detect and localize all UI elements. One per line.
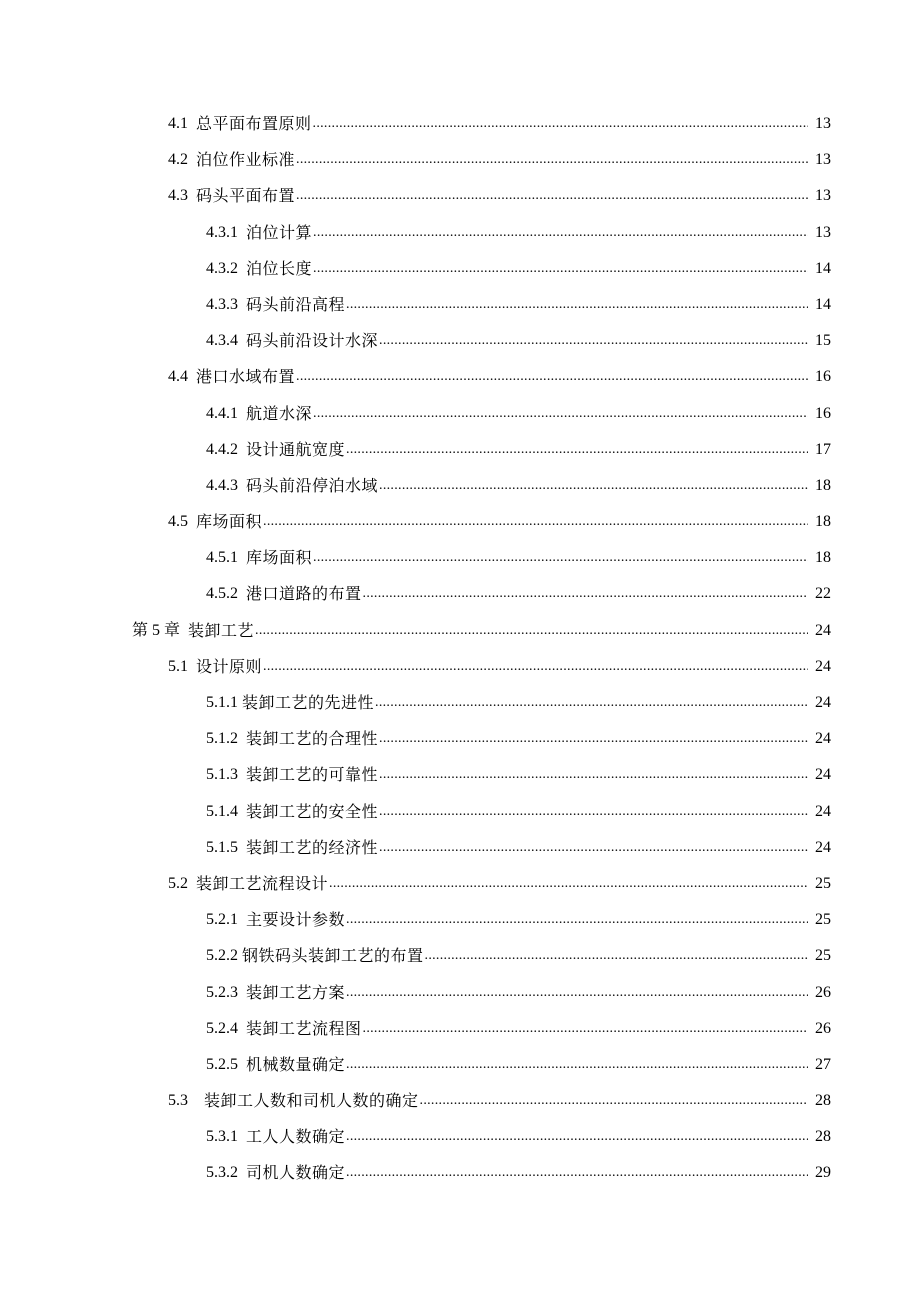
toc-entry-title: 装卸工艺方案 bbox=[246, 982, 346, 1002]
toc-entry-number: 5.2.4 bbox=[206, 1019, 246, 1037]
toc-dot-leader bbox=[363, 1019, 808, 1039]
toc-entry[interactable] bbox=[0, 1047, 920, 1083]
toc-entry-number: 5.1.1 bbox=[206, 694, 242, 711]
toc-entry-page-number: 28 bbox=[815, 1128, 831, 1146]
toc-entry-page-number: 28 bbox=[815, 1092, 831, 1110]
toc-entry-page-number: 14 bbox=[815, 259, 831, 277]
toc-entry-title: 码头平面布置 bbox=[196, 186, 296, 206]
toc-entry-title: 装卸工艺的经济性 bbox=[246, 837, 379, 857]
toc-dot-leader bbox=[363, 584, 808, 604]
toc-entry-title: 装卸工人数和司机人数的确定 bbox=[204, 1091, 419, 1111]
toc-dot-leader bbox=[346, 910, 808, 930]
toc-entry[interactable] bbox=[0, 251, 920, 287]
toc-entry[interactable] bbox=[0, 1119, 920, 1155]
toc-entry-number: 4.3 bbox=[168, 187, 196, 205]
toc-dot-leader bbox=[255, 621, 808, 641]
toc-entry-number: 4.5.1 bbox=[206, 549, 246, 567]
toc-entry-title: 工人人数确定 bbox=[246, 1127, 346, 1147]
toc-dot-leader bbox=[379, 729, 808, 749]
toc-entry-page-number: 16 bbox=[815, 404, 831, 422]
toc-dot-leader bbox=[346, 983, 808, 1003]
toc-entry-title: 钢铁码头装卸工艺的布置 bbox=[242, 946, 424, 966]
toc-entry[interactable] bbox=[0, 902, 920, 938]
toc-entry-number: 4.4.3 bbox=[206, 476, 246, 494]
toc-entry-page-number: 22 bbox=[815, 585, 831, 603]
toc-entry[interactable] bbox=[0, 866, 920, 902]
toc-dot-leader bbox=[379, 476, 808, 496]
toc-entry-title: 设计原则 bbox=[196, 656, 263, 676]
toc-entry-page-number: 18 bbox=[815, 513, 831, 531]
toc-entry-number: 4.1 bbox=[168, 115, 196, 132]
toc-entry-page-number: 24 bbox=[815, 694, 831, 711]
toc-entry-page-number: 25 bbox=[815, 874, 831, 892]
toc-entry-title: 总平面布置原则 bbox=[196, 114, 312, 133]
toc-entry-number: 4.5 bbox=[168, 513, 196, 531]
toc-entry[interactable] bbox=[0, 721, 920, 757]
toc-dot-leader bbox=[346, 295, 808, 315]
toc-entry[interactable] bbox=[0, 938, 920, 974]
toc-entry[interactable] bbox=[0, 504, 920, 540]
toc-dot-leader bbox=[379, 331, 808, 351]
toc-entry-title: 泊位长度 bbox=[246, 258, 313, 278]
toc-entry-title: 库场面积 bbox=[246, 548, 313, 568]
toc-entry[interactable] bbox=[0, 1155, 920, 1191]
toc-entry-title: 泊位作业标准 bbox=[196, 150, 296, 170]
toc-entry-page-number: 13 bbox=[815, 115, 831, 132]
toc-entry-title: 司机人数确定 bbox=[246, 1163, 346, 1183]
toc-entry[interactable] bbox=[0, 215, 920, 251]
toc-entry-title: 港口道路的布置 bbox=[246, 584, 362, 604]
toc-dot-leader bbox=[296, 150, 808, 170]
toc-entry-title: 码头前沿设计水深 bbox=[246, 331, 379, 351]
table-of-contents bbox=[0, 106, 920, 1192]
toc-entry-page-number: 18 bbox=[815, 476, 831, 494]
toc-entry-number: 第 5 章 bbox=[132, 621, 189, 639]
toc-entry[interactable] bbox=[0, 468, 920, 504]
toc-entry-title: 库场面积 bbox=[196, 512, 263, 532]
toc-entry[interactable] bbox=[0, 178, 920, 214]
toc-entry[interactable] bbox=[0, 975, 920, 1011]
toc-entry[interactable] bbox=[0, 794, 920, 830]
toc-dot-leader bbox=[296, 367, 808, 387]
toc-entry-number: 5.2.2 bbox=[206, 947, 242, 965]
toc-entry-page-number: 13 bbox=[815, 223, 831, 241]
toc-entry-title: 设计通航宽度 bbox=[246, 439, 346, 459]
toc-entry[interactable] bbox=[0, 323, 920, 359]
toc-entry-title: 港口水域布置 bbox=[196, 367, 296, 387]
toc-entry-page-number: 24 bbox=[815, 838, 831, 856]
toc-entry-number: 5.2 bbox=[168, 874, 196, 892]
toc-entry-title: 装卸工艺流程图 bbox=[246, 1018, 362, 1038]
toc-dot-leader bbox=[379, 765, 808, 785]
toc-entry-title: 装卸工艺 bbox=[188, 620, 255, 640]
toc-dot-leader bbox=[425, 946, 808, 966]
toc-entry[interactable] bbox=[0, 287, 920, 323]
toc-entry-page-number: 15 bbox=[815, 332, 831, 350]
toc-entry-number: 4.3.3 bbox=[206, 295, 246, 313]
toc-entry-number: 5.1.2 bbox=[206, 730, 246, 748]
toc-entry-number: 5.1.3 bbox=[206, 766, 246, 784]
toc-entry-number: 4.3.4 bbox=[206, 332, 246, 350]
toc-entry[interactable] bbox=[0, 576, 920, 612]
toc-entry-number: 4.3.1 bbox=[206, 223, 246, 241]
toc-dot-leader bbox=[346, 440, 808, 460]
toc-dot-leader bbox=[313, 548, 808, 568]
toc-entry-number: 5.3 bbox=[168, 1092, 204, 1110]
toc-entry-title: 航道水深 bbox=[246, 403, 313, 423]
toc-entry-number: 5.3.1 bbox=[206, 1128, 246, 1146]
toc-dot-leader bbox=[329, 874, 808, 894]
toc-entry-number: 5.1.5 bbox=[206, 838, 246, 856]
toc-dot-leader bbox=[420, 1091, 808, 1111]
toc-entry-title: 装卸工艺的可靠性 bbox=[246, 765, 379, 785]
toc-entry[interactable] bbox=[0, 830, 920, 866]
toc-entry-page-number: 17 bbox=[815, 440, 831, 458]
toc-entry[interactable] bbox=[0, 540, 920, 576]
toc-entry[interactable] bbox=[0, 106, 920, 142]
toc-entry[interactable] bbox=[0, 649, 920, 685]
toc-entry-number: 5.2.3 bbox=[206, 983, 246, 1001]
toc-entry-number: 5.2.1 bbox=[206, 911, 246, 929]
toc-entry-number: 4.4.1 bbox=[206, 404, 246, 422]
toc-dot-leader bbox=[313, 114, 808, 134]
toc-dot-leader bbox=[313, 223, 808, 243]
toc-entry-page-number: 24 bbox=[815, 621, 831, 639]
toc-entry-page-number: 27 bbox=[815, 1055, 831, 1073]
toc-entry-title: 机械数量确定 bbox=[246, 1054, 346, 1074]
toc-dot-leader bbox=[263, 657, 808, 677]
toc-dot-leader bbox=[296, 186, 808, 206]
toc-entry-page-number: 24 bbox=[815, 802, 831, 820]
toc-entry[interactable] bbox=[0, 432, 920, 468]
toc-entry-page-number: 24 bbox=[815, 766, 831, 784]
toc-entry-number: 5.1 bbox=[168, 657, 196, 675]
toc-dot-leader bbox=[346, 1127, 808, 1147]
toc-entry-page-number: 25 bbox=[815, 947, 831, 965]
toc-entry-page-number: 24 bbox=[815, 657, 831, 675]
toc-entry-number: 5.3.2 bbox=[206, 1164, 246, 1182]
toc-dot-leader bbox=[263, 512, 808, 532]
toc-entry-number: 4.2 bbox=[168, 151, 196, 169]
toc-entry-number: 4.3.2 bbox=[206, 259, 246, 277]
toc-entry-title: 装卸工艺的合理性 bbox=[246, 729, 379, 749]
toc-entry-page-number: 14 bbox=[815, 295, 831, 313]
toc-entry-page-number: 13 bbox=[815, 187, 831, 205]
toc-entry-page-number: 26 bbox=[815, 983, 831, 1001]
toc-entry[interactable] bbox=[0, 142, 920, 178]
toc-entry-title: 码头前沿高程 bbox=[246, 294, 346, 314]
toc-entry-number: 4.4 bbox=[168, 368, 196, 386]
toc-entry[interactable] bbox=[0, 359, 920, 395]
toc-dot-leader bbox=[346, 1163, 808, 1183]
toc-entry[interactable] bbox=[0, 613, 920, 649]
toc-entry[interactable] bbox=[0, 396, 920, 432]
toc-dot-leader bbox=[379, 838, 808, 858]
toc-entry-title: 装卸工艺的安全性 bbox=[246, 801, 379, 821]
toc-entry-number: 4.5.2 bbox=[206, 585, 246, 603]
toc-entry-page-number: 13 bbox=[815, 151, 831, 169]
toc-entry[interactable] bbox=[0, 1083, 920, 1119]
toc-dot-leader bbox=[346, 1055, 808, 1075]
toc-dot-leader bbox=[379, 802, 808, 822]
toc-entry-title: 泊位计算 bbox=[246, 222, 313, 242]
toc-entry-page-number: 25 bbox=[815, 911, 831, 929]
toc-dot-leader bbox=[313, 259, 808, 279]
toc-entry-page-number: 29 bbox=[815, 1164, 831, 1182]
toc-entry-title: 码头前沿停泊水域 bbox=[246, 475, 379, 495]
toc-dot-leader bbox=[313, 404, 808, 424]
toc-entry-page-number: 18 bbox=[815, 549, 831, 567]
toc-entry[interactable] bbox=[0, 685, 920, 721]
toc-dot-leader bbox=[375, 693, 808, 713]
toc-entry-title: 主要设计参数 bbox=[246, 910, 346, 930]
toc-entry[interactable] bbox=[0, 1011, 920, 1047]
toc-entry-page-number: 26 bbox=[815, 1019, 831, 1037]
toc-entry-page-number: 16 bbox=[815, 368, 831, 386]
toc-entry-number: 5.2.5 bbox=[206, 1055, 246, 1073]
toc-entry[interactable] bbox=[0, 757, 920, 793]
toc-entry-title: 装卸工艺的先进性 bbox=[242, 693, 375, 712]
toc-entry-title: 装卸工艺流程设计 bbox=[196, 873, 329, 893]
toc-entry-page-number: 24 bbox=[815, 730, 831, 748]
toc-entry-number: 5.1.4 bbox=[206, 802, 246, 820]
toc-entry-number: 4.4.2 bbox=[206, 440, 246, 458]
